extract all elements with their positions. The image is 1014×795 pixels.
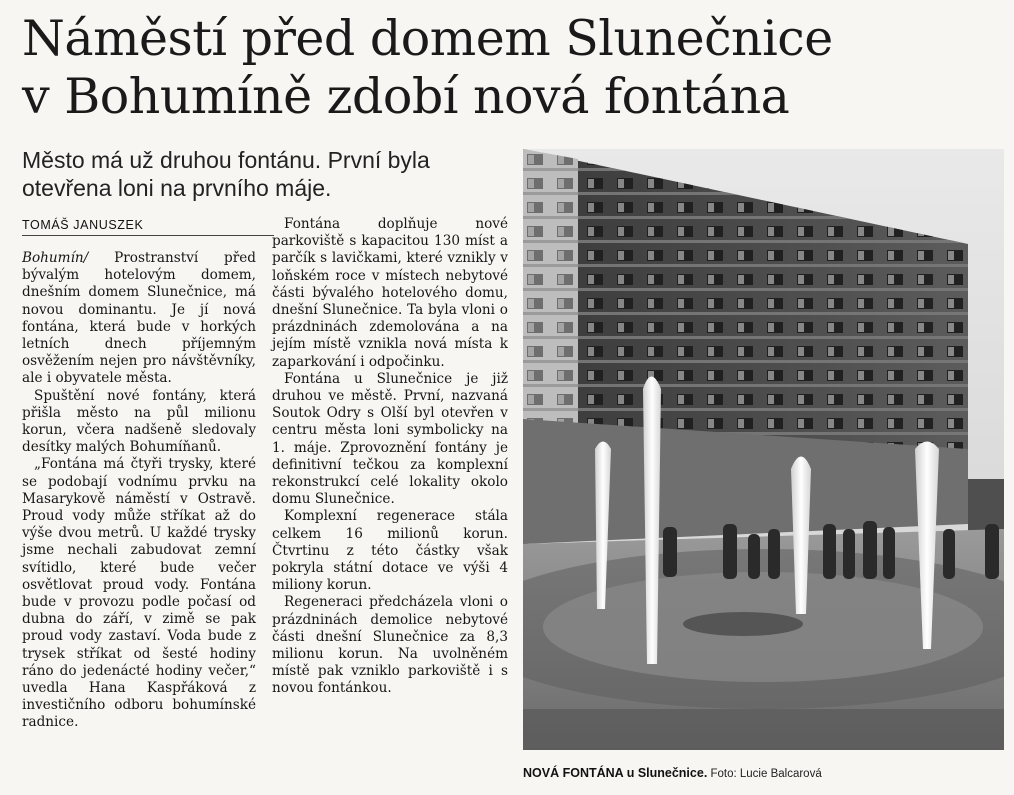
article-paragraph: Fontána doplňuje nové parkoviště s kapacitou 130 míst a parčík s lavičkami, které vznikly v loňském roce v místech nebytové části bývalého hotelového domu, dnešní Slunečnice. Ta byla vloni o prázdninách zdemolována a na jejím místě vznikla nová místa k zaparkování i odpočinku. bbox=[272, 216, 508, 370]
photo-credit: Foto: Lucie Balcarová bbox=[707, 768, 822, 780]
article-column-2 bbox=[272, 216, 508, 698]
subheadline: Město má už druhou fontánu. První byla otevřena loni na prvního máje. bbox=[22, 147, 430, 201]
article-paragraph: Fontána u Slunečnice je již druhou ve městě. První, nazvaná Soutok Odry s Olší byl otevřen v centru města loni symbolicky na 1. máje. Zprovoznění fontány je definitivní tečkou za komplexní rekonstrukcí celé lokality okolo domu Slunečnice. bbox=[272, 370, 508, 508]
article-paragraph bbox=[22, 250, 256, 388]
photo-illustration bbox=[523, 149, 1004, 750]
article-paragraph: Komplexní regenerace stála celkem 16 milionů korun. Čtvrtinu z této částky však pokryla státní dotace ve výši 4 miliony korun. bbox=[272, 508, 508, 594]
building-side-windows bbox=[523, 149, 578, 429]
fountain-center bbox=[683, 612, 803, 636]
fountain-photo bbox=[523, 149, 1004, 750]
article-column-1 bbox=[22, 250, 256, 732]
article-paragraph: Regeneraci předcházela vloni o prázdninách demolice nebytové části dnešní Slunečnice za 8,3 milionu korun. Na uvolněném místě pak vzniklo parkoviště i s novou fontánkou. bbox=[272, 594, 508, 697]
foreground-edge bbox=[523, 709, 1004, 750]
caption-bold: NOVÁ FONTÁNA bbox=[523, 766, 624, 780]
headline-line-1: Náměstí před domem Slunečnice bbox=[22, 10, 833, 67]
caption-rest: u Slunečnice. bbox=[623, 766, 708, 780]
article-paragraph: Spuštění nové fontány, která přišla město na půl milionu korun, včera nadšeně sledovaly desítky malých Bohumíňanů. bbox=[22, 387, 256, 456]
photo-caption bbox=[523, 766, 1004, 780]
article-paragraph: „Fontána má čtyři trysky, které se podobají vodnímu prvku na Masarykově náměstí v Ostravě. Proud vody může stříkat až do výše dvou metrů. U každé trysky jsme nechali zabudovat zemní svítidlo, které bude večer osvětlovat proud vody. Fontána bude v provozu podle počasí od dubna do září, v zimě se pak proud vody zastaví. Voda bude z trysek stříkat od šesté hodiny ráno do jedenácté hodiny večer,“ uvedla Hana Kaspřáková z investičního odboru bohumínské radnice. bbox=[22, 456, 256, 731]
dateline: Bohumín/ bbox=[22, 250, 89, 266]
paragraph-text: Prostranství před bývalým hotelovým domem, dnešním domem Slunečnice, má novou dominantu. Je jí nová fontána, která bude v horkých letních dnech příjemným osvěžením nejen pro návštěvníky, ale i obyvatele města. bbox=[22, 250, 257, 387]
byline: TOMÁŠ JANUSZEK bbox=[22, 218, 274, 236]
headline bbox=[22, 10, 1002, 126]
headline-line-2: v Bohumíně zdobí nová fontána bbox=[22, 68, 790, 125]
